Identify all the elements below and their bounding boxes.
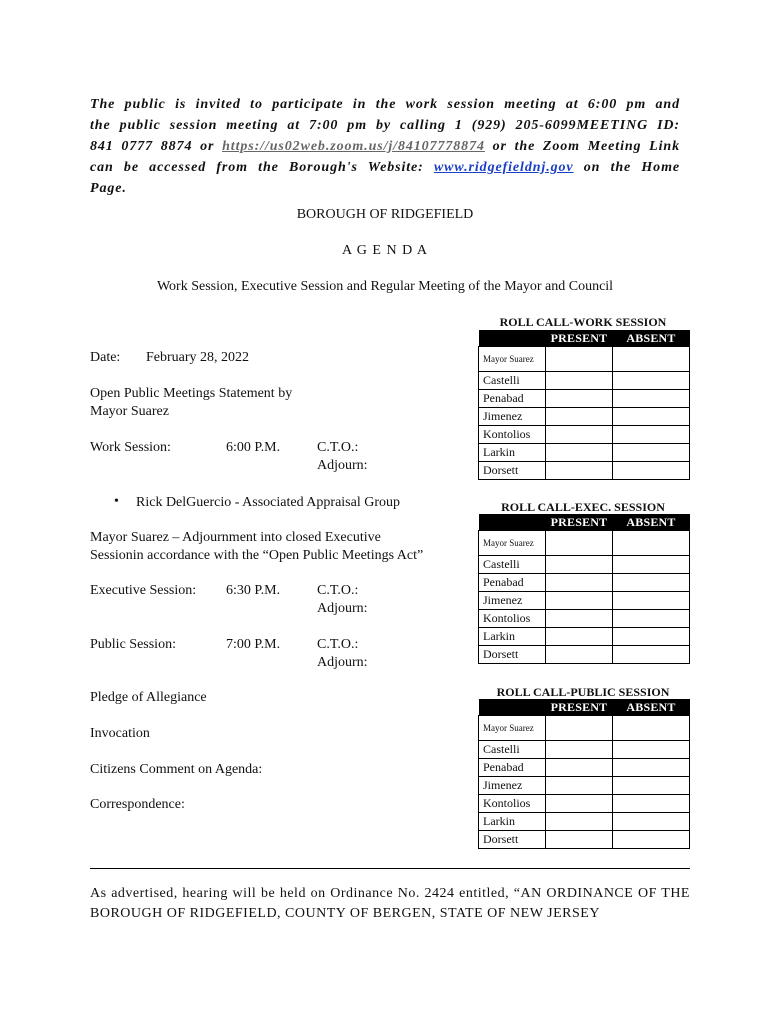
member-name: Mayor Suarez bbox=[479, 531, 546, 556]
absent-cell[interactable] bbox=[613, 628, 690, 646]
roll-call-row bbox=[479, 759, 690, 777]
section-divider bbox=[90, 868, 690, 869]
roll-call-row bbox=[479, 531, 690, 556]
roll-call-row bbox=[479, 372, 690, 390]
opm-statement-line2: Mayor Suarez bbox=[90, 404, 169, 419]
roll-call-work-table bbox=[478, 330, 690, 480]
present-cell[interactable] bbox=[546, 716, 613, 741]
roll-call-exec-table bbox=[478, 514, 690, 664]
work-cto-label: C.T.O.: bbox=[317, 440, 359, 455]
exec-adjourn-label: Adjourn: bbox=[317, 601, 368, 616]
absent-cell[interactable] bbox=[613, 795, 690, 813]
roll-call-header-blank bbox=[479, 699, 546, 716]
date-label: Date: bbox=[90, 350, 121, 365]
member-name: Dorsett bbox=[479, 462, 546, 480]
present-cell[interactable] bbox=[546, 372, 613, 390]
absent-cell[interactable] bbox=[613, 741, 690, 759]
closed-session-line2: Sessionin accordance with the “Open Public Meetings Act” bbox=[90, 548, 424, 563]
absent-cell[interactable] bbox=[613, 646, 690, 664]
roll-call-row bbox=[479, 347, 690, 372]
absent-header: ABSENT bbox=[613, 514, 690, 531]
intro-text-2: or the Zoom Meeting Link can be accessed from the Borough's Website: bbox=[90, 139, 681, 175]
member-name: Castelli bbox=[479, 741, 546, 759]
roll-call-row bbox=[479, 716, 690, 741]
absent-cell[interactable] bbox=[613, 347, 690, 372]
member-name: Larkin bbox=[479, 444, 546, 462]
roll-call-header-row bbox=[479, 514, 690, 531]
member-name: Mayor Suarez bbox=[479, 347, 546, 372]
roll-call-work-title: ROLL CALL-WORK SESSION bbox=[499, 315, 667, 329]
correspondence-item: Correspondence: bbox=[90, 797, 185, 812]
member-name: Jimenez bbox=[479, 592, 546, 610]
roll-call-public-table bbox=[478, 699, 690, 849]
present-cell[interactable] bbox=[546, 795, 613, 813]
member-name: Kontolios bbox=[479, 426, 546, 444]
member-name: Kontolios bbox=[479, 795, 546, 813]
member-name: Mayor Suarez bbox=[479, 716, 546, 741]
absent-cell[interactable] bbox=[613, 777, 690, 795]
member-name: Dorsett bbox=[479, 646, 546, 664]
bullet-item: Rick DelGuercio - Associated Appraisal Group bbox=[136, 495, 400, 510]
roll-call-row bbox=[479, 462, 690, 480]
present-cell[interactable] bbox=[546, 646, 613, 664]
public-cto-label: C.T.O.: bbox=[317, 637, 359, 652]
present-cell[interactable] bbox=[546, 777, 613, 795]
zoom-meeting-link[interactable]: https://us02web.zoom.us/j/84107778874 bbox=[222, 139, 485, 154]
present-cell[interactable] bbox=[546, 444, 613, 462]
roll-call-row bbox=[479, 592, 690, 610]
intro-text-3: on the Home Page. bbox=[90, 160, 680, 196]
public-session-time: 7:00 P.M. bbox=[226, 637, 281, 652]
roll-call-row bbox=[479, 444, 690, 462]
member-name: Kontolios bbox=[479, 610, 546, 628]
closed-session-line1: Mayor Suarez – Adjournment into closed Executive bbox=[90, 530, 381, 545]
absent-cell[interactable] bbox=[613, 759, 690, 777]
meeting-subtitle: Work Session, Executive Session and Regular Meeting of the Mayor and Council bbox=[156, 279, 614, 294]
roll-call-row bbox=[479, 408, 690, 426]
exec-session-label: Executive Session: bbox=[90, 583, 197, 598]
member-name: Castelli bbox=[479, 556, 546, 574]
roll-call-row bbox=[479, 646, 690, 664]
roll-call-row bbox=[479, 610, 690, 628]
present-cell[interactable] bbox=[546, 759, 613, 777]
roll-call-row bbox=[479, 574, 690, 592]
absent-cell[interactable] bbox=[613, 831, 690, 849]
member-name: Larkin bbox=[479, 628, 546, 646]
member-name: Jimenez bbox=[479, 408, 546, 426]
roll-call-row bbox=[479, 831, 690, 849]
absent-cell[interactable] bbox=[613, 426, 690, 444]
present-cell[interactable] bbox=[546, 347, 613, 372]
present-cell[interactable] bbox=[546, 741, 613, 759]
present-header: PRESENT bbox=[546, 699, 613, 716]
absent-cell[interactable] bbox=[613, 408, 690, 426]
absent-cell[interactable] bbox=[613, 372, 690, 390]
roll-call-row bbox=[479, 628, 690, 646]
exec-session-time: 6:30 P.M. bbox=[226, 583, 281, 598]
absent-cell[interactable] bbox=[613, 574, 690, 592]
present-cell[interactable] bbox=[546, 556, 613, 574]
member-name: Jimenez bbox=[479, 777, 546, 795]
date-value: February 28, 2022 bbox=[146, 350, 250, 365]
present-cell[interactable] bbox=[546, 462, 613, 480]
present-cell[interactable] bbox=[546, 426, 613, 444]
absent-cell[interactable] bbox=[613, 531, 690, 556]
absent-cell[interactable] bbox=[613, 390, 690, 408]
intro-text-1: The public is invited to participate in the work session meeting at 6:00 pm and the public session meeting at 7:00 pm by calling 1 (929) 205-6099MEETING ID: 841 0777 8874 or bbox=[90, 97, 680, 154]
present-cell[interactable] bbox=[546, 592, 613, 610]
roll-call-row bbox=[479, 777, 690, 795]
present-cell[interactable] bbox=[546, 610, 613, 628]
work-adjourn-label: Adjourn: bbox=[317, 458, 368, 473]
member-name: Penabad bbox=[479, 574, 546, 592]
member-name: Larkin bbox=[479, 813, 546, 831]
present-header: PRESENT bbox=[546, 514, 613, 531]
roll-call-public-title: ROLL CALL-PUBLIC SESSION bbox=[496, 685, 670, 699]
work-session-time: 6:00 P.M. bbox=[226, 440, 281, 455]
present-cell[interactable] bbox=[546, 390, 613, 408]
member-name: Dorsett bbox=[479, 831, 546, 849]
intro-paragraph bbox=[90, 94, 680, 199]
absent-header: ABSENT bbox=[613, 330, 690, 347]
roll-call-header-row bbox=[479, 699, 690, 716]
member-name: Castelli bbox=[479, 372, 546, 390]
roll-call-row bbox=[479, 426, 690, 444]
roll-call-row bbox=[479, 390, 690, 408]
member-name: Penabad bbox=[479, 759, 546, 777]
pledge-item: Pledge of Allegiance bbox=[90, 690, 207, 705]
present-cell[interactable] bbox=[546, 628, 613, 646]
roll-call-header-blank bbox=[479, 514, 546, 531]
borough-title: BOROUGH OF RIDGEFIELD bbox=[296, 207, 474, 222]
absent-cell[interactable] bbox=[613, 610, 690, 628]
absent-cell[interactable] bbox=[613, 716, 690, 741]
opm-statement-line1: Open Public Meetings Statement by bbox=[90, 386, 293, 401]
absent-cell[interactable] bbox=[613, 813, 690, 831]
public-adjourn-label: Adjourn: bbox=[317, 655, 368, 670]
present-header: PRESENT bbox=[546, 330, 613, 347]
roll-call-row bbox=[479, 556, 690, 574]
bullet-dot: • bbox=[114, 494, 119, 509]
roll-call-row bbox=[479, 795, 690, 813]
present-cell[interactable] bbox=[546, 813, 613, 831]
member-name: Penabad bbox=[479, 390, 546, 408]
present-cell[interactable] bbox=[546, 831, 613, 849]
agenda-title: A G E N D A bbox=[341, 243, 429, 258]
roll-call-exec-title: ROLL CALL-EXEC. SESSION bbox=[501, 500, 665, 514]
roll-call-row bbox=[479, 813, 690, 831]
present-cell[interactable] bbox=[546, 574, 613, 592]
absent-cell[interactable] bbox=[613, 444, 690, 462]
invocation-item: Invocation bbox=[90, 726, 150, 741]
present-cell[interactable] bbox=[546, 408, 613, 426]
work-session-label: Work Session: bbox=[90, 440, 171, 455]
roll-call-header-blank bbox=[479, 330, 546, 347]
exec-cto-label: C.T.O.: bbox=[317, 583, 359, 598]
ordinance-paragraph: As advertised, hearing will be held on Ordinance No. 2424 entitled, “AN ORDINANCE OF THE BOROUGH OF RIDGEFIELD, COUNTY OF BERGEN, STATE OF NEW JERSEY bbox=[90, 886, 690, 921]
absent-cell[interactable] bbox=[613, 592, 690, 610]
citizens-comment-item: Citizens Comment on Agenda: bbox=[90, 762, 263, 777]
absent-cell[interactable] bbox=[613, 462, 690, 480]
borough-website-link[interactable]: www.ridgefieldnj.gov bbox=[433, 160, 574, 175]
absent-cell[interactable] bbox=[613, 556, 690, 574]
absent-header: ABSENT bbox=[613, 699, 690, 716]
public-session-label: Public Session: bbox=[90, 637, 176, 652]
present-cell[interactable] bbox=[546, 531, 613, 556]
roll-call-row bbox=[479, 741, 690, 759]
roll-call-header-row bbox=[479, 330, 690, 347]
